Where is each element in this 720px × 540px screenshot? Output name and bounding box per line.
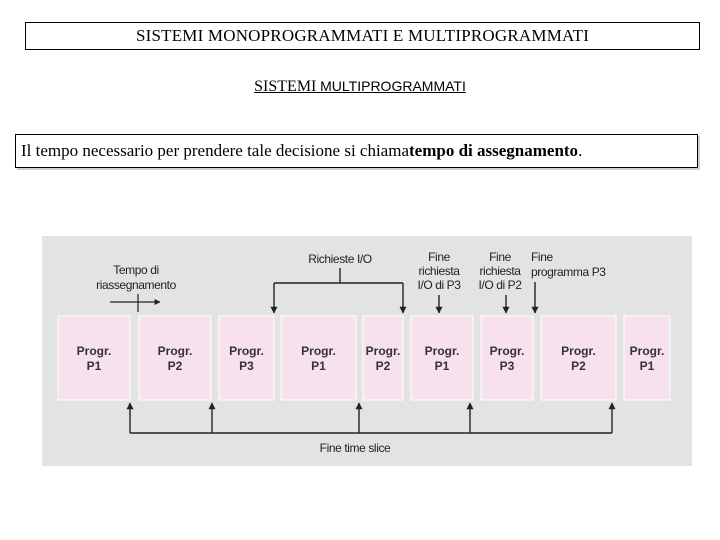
program-block-name: P2 xyxy=(571,359,586,373)
program-block-rect xyxy=(541,316,616,400)
program-block-name: P1 xyxy=(86,359,102,373)
program-block-rect xyxy=(411,316,473,400)
program-block-rect xyxy=(363,316,403,400)
program-block xyxy=(139,316,211,400)
program-block-name: P3 xyxy=(239,359,254,373)
end-io-p2-line1: Fine xyxy=(489,250,511,264)
program-block-rect xyxy=(624,316,670,400)
program-block-rect xyxy=(139,316,211,400)
program-block xyxy=(481,316,533,400)
program-block-label: Progr. xyxy=(489,344,525,358)
program-block-name: P2 xyxy=(167,359,183,373)
program-block-label: Progr. xyxy=(561,344,596,358)
program-block xyxy=(541,316,616,400)
program-block-name: P1 xyxy=(434,359,450,373)
time-slice-label: Fine time slice xyxy=(319,441,391,455)
end-prog-p3-line1: Fine xyxy=(531,250,553,264)
end-prog-p3-line2: programma P3 xyxy=(531,265,606,279)
program-block-name: P3 xyxy=(499,359,515,373)
subtitle-word-sistemi: SISTEMI xyxy=(254,78,317,95)
program-block-label: Progr. xyxy=(629,344,665,358)
end-io-p2-line3: I/O di P2 xyxy=(478,278,522,292)
program-block-label: Progr. xyxy=(365,344,401,358)
program-block xyxy=(624,316,670,400)
page-title: SISTEMI MONOPROGRAMMATI E MULTIPROGRAMMATI xyxy=(25,22,700,50)
program-block xyxy=(58,316,130,400)
end-io-p3-line1: Fine xyxy=(428,250,450,264)
definition-end: . xyxy=(578,141,583,160)
program-block-rect xyxy=(481,316,533,400)
end-io-p3-line2: richiesta xyxy=(418,264,460,278)
reassign-label-line2: riassegnamento xyxy=(96,278,176,292)
program-block-label: Progr. xyxy=(301,344,336,358)
program-block-label: Progr. xyxy=(229,344,264,358)
program-block-name: P1 xyxy=(311,359,326,373)
program-block-label: Progr. xyxy=(76,344,112,358)
program-block-label: Progr. xyxy=(157,344,193,358)
definition-text: Il tempo necessario per prendere tale decisione si chiama xyxy=(21,141,409,160)
program-block-rect xyxy=(281,316,356,400)
program-block xyxy=(411,316,473,400)
definition-term: tempo di assegnamento xyxy=(409,141,579,160)
program-block-rect xyxy=(58,316,130,400)
program-block xyxy=(281,316,356,400)
program-block-name: P1 xyxy=(639,359,655,373)
io-requests-label: Richieste I/O xyxy=(308,252,372,266)
program-block-label: Progr. xyxy=(424,344,460,358)
program-blocks xyxy=(58,316,670,400)
end-io-p3-line3: I/O di P3 xyxy=(417,278,461,292)
subtitle-word-multiprogrammati: MULTIPROGRAMMATI xyxy=(320,78,466,94)
reassign-label-line1: Tempo di xyxy=(113,263,159,277)
end-io-p2-line2: richiesta xyxy=(479,264,521,278)
program-block-rect xyxy=(219,316,274,400)
program-block-name: P2 xyxy=(375,359,391,373)
program-block xyxy=(219,316,274,400)
program-block xyxy=(363,316,403,400)
